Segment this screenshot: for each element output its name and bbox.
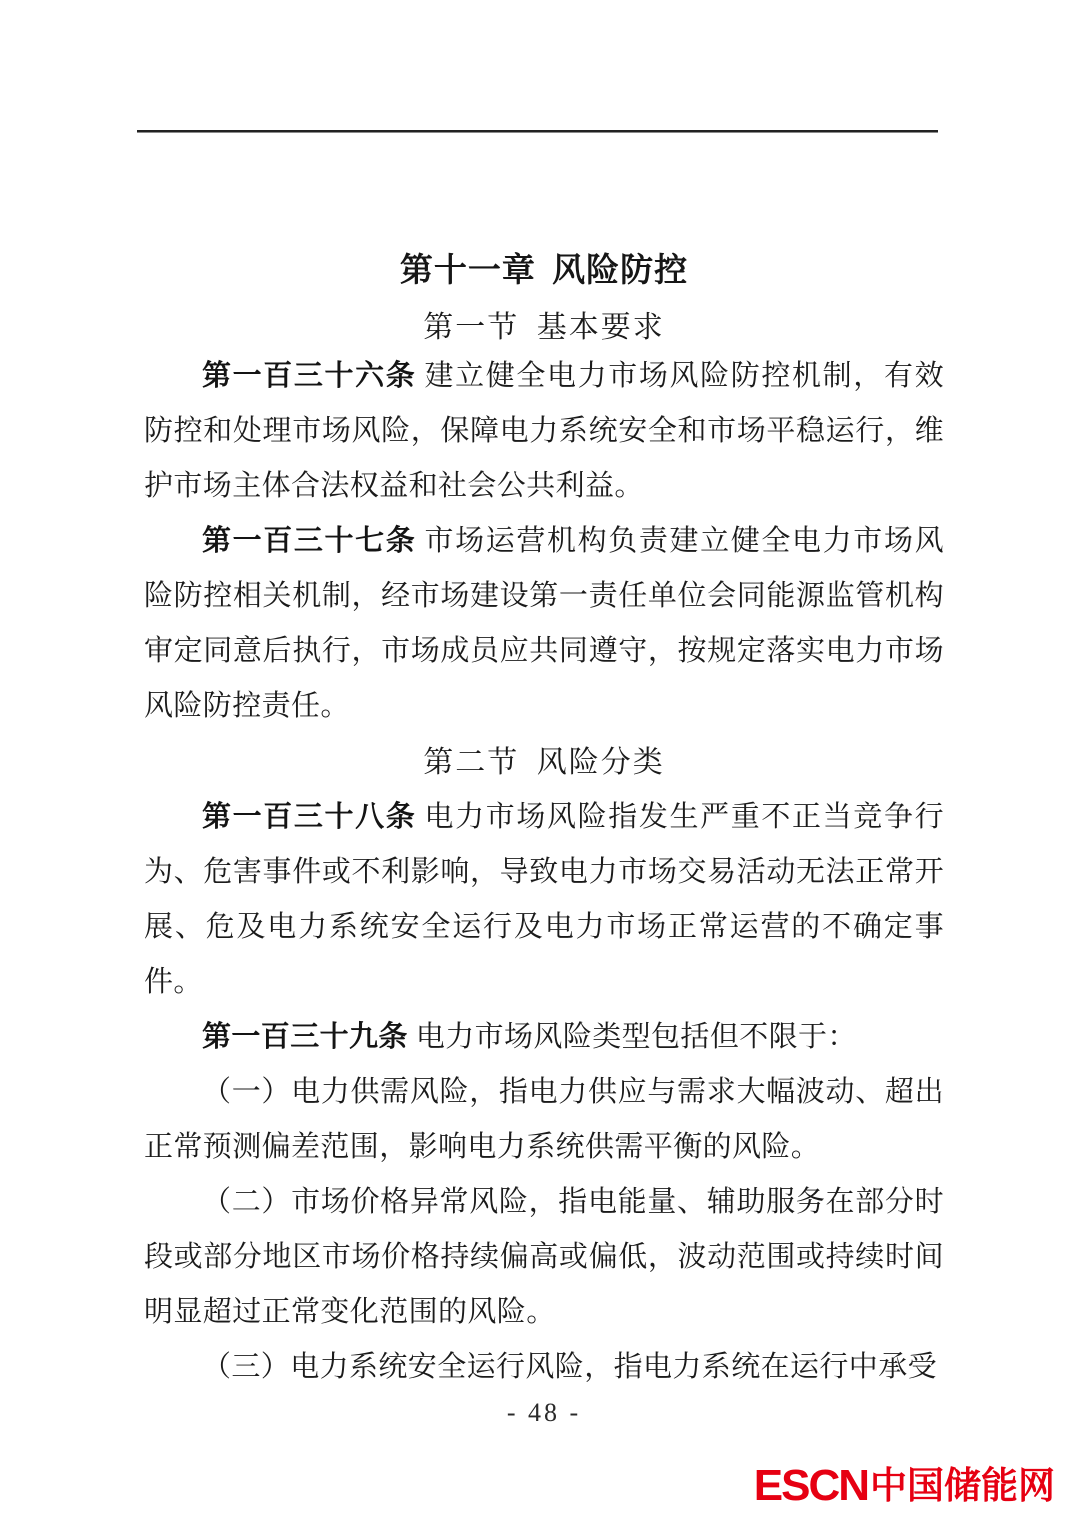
list-item-paragraph-3 bbox=[144, 1340, 944, 1395]
list-item-text: （三）电力系统安全运行风险，指电力系统在运行中承受 bbox=[202, 1351, 938, 1383]
list-item-paragraph-2 bbox=[144, 1175, 944, 1340]
article-text: 电力市场风险类型包括但不限于： bbox=[415, 1021, 857, 1053]
article-text: 电力市场风险指发生严重不正当竞争行为、危害事件或不利影响，导致电力市场交易活动无法正常开展、危及电力系统安全运行及电力市场正常运营的不确定事件。 bbox=[144, 801, 944, 998]
list-item-text: （二）市场价格异常风险，指电能量、辅助服务在部分时段或部分地区市场价格持续偏高或偏低，波动范围或持续时间明显超过正常变化范围的风险。 bbox=[144, 1186, 944, 1328]
article-text: 市场运营机构负责建立健全电力市场风险防控相关机制，经市场建设第一责任单位会同能源监管机构审定同意后执行，市场成员应共同遵守，按规定落实电力市场风险防控责任。 bbox=[144, 525, 944, 722]
article-paragraph-136 bbox=[144, 349, 944, 514]
article-number: 第一百三十八条 bbox=[202, 801, 417, 833]
logo-site-name: 中国储能网 bbox=[870, 1465, 1055, 1506]
section-heading-1: 第一节 基本要求 bbox=[423, 311, 665, 344]
list-item-text: （一）电力供需风险，指电力供应与需求大幅波动、超出正常预测偏差范围，影响电力系统供需平衡的风险。 bbox=[144, 1076, 944, 1163]
article-text: 建立健全电力市场风险防控机制，有效防控和处理市场风险，保障电力系统安全和市场平稳运行，维护市场主体合法权益和社会公共利益。 bbox=[144, 360, 944, 502]
article-number: 第一百三十六条 bbox=[202, 360, 417, 392]
article-number: 第一百三十九条 bbox=[202, 1021, 408, 1053]
article-paragraph-138 bbox=[144, 790, 944, 1010]
article-paragraph-139 bbox=[144, 1010, 944, 1065]
header-rule bbox=[137, 130, 938, 133]
section-heading-2: 第二节 风险分类 bbox=[423, 746, 665, 779]
logo-escn-text: ESCN bbox=[753, 1461, 868, 1510]
article-paragraph-137 bbox=[144, 514, 944, 734]
brand-logo bbox=[753, 1461, 1055, 1510]
page-content bbox=[144, 250, 944, 1395]
chapter-heading: 第十一章 风险防控 bbox=[399, 251, 689, 288]
page-number: - 48 - bbox=[506, 1398, 582, 1427]
list-item-paragraph-1 bbox=[144, 1065, 944, 1175]
article-number: 第一百三十七条 bbox=[202, 525, 417, 557]
